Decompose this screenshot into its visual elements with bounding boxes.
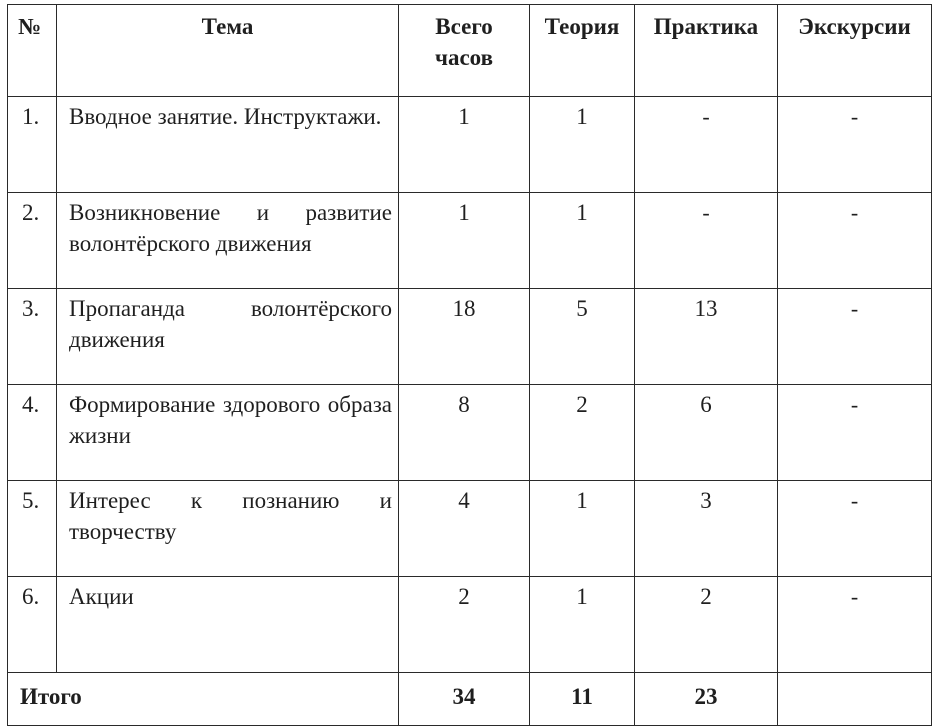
row-total-hours: 4 xyxy=(399,481,530,577)
row-theory: 2 xyxy=(530,385,635,481)
row-theory: 1 xyxy=(530,193,635,289)
row-topic: Интерес к познанию и творчеству xyxy=(57,481,399,577)
header-row xyxy=(8,5,932,97)
row-theory: 1 xyxy=(530,97,635,193)
table-row xyxy=(8,385,932,481)
row-number: 6. xyxy=(8,577,57,673)
row-excursions: - xyxy=(778,481,932,577)
table-row xyxy=(8,289,932,385)
row-topic: Акции xyxy=(57,577,399,673)
table-row xyxy=(8,481,932,577)
table-row xyxy=(8,577,932,673)
header-total-hours-line1: Всего xyxy=(435,14,493,39)
row-practice: 2 xyxy=(635,577,778,673)
header-number: № xyxy=(8,5,57,97)
curriculum-table xyxy=(7,4,932,726)
row-practice: 6 xyxy=(635,385,778,481)
row-topic: Пропаганда волонтёрского движения xyxy=(57,289,399,385)
row-topic: Формирование здорового образа жизни xyxy=(57,385,399,481)
header-total-hours-line2: часов xyxy=(434,45,494,70)
row-excursions: - xyxy=(778,193,932,289)
row-topic: Вводное занятие. Инструктажи. xyxy=(57,97,399,193)
header-topic: Тема xyxy=(57,5,399,97)
row-number: 3. xyxy=(8,289,57,385)
row-excursions: - xyxy=(778,385,932,481)
row-theory: 1 xyxy=(530,481,635,577)
row-number: 4. xyxy=(8,385,57,481)
row-practice: 13 xyxy=(635,289,778,385)
header-practice: Практика xyxy=(635,5,778,97)
row-number: 5. xyxy=(8,481,57,577)
table-row xyxy=(8,97,932,193)
row-excursions: - xyxy=(778,577,932,673)
row-practice: 3 xyxy=(635,481,778,577)
totals-row xyxy=(8,673,932,726)
row-excursions: - xyxy=(778,289,932,385)
row-number: 1. xyxy=(8,97,57,193)
row-total-hours: 2 xyxy=(399,577,530,673)
totals-practice: 23 xyxy=(635,673,778,726)
row-theory: 1 xyxy=(530,577,635,673)
row-total-hours: 8 xyxy=(399,385,530,481)
row-practice: - xyxy=(635,97,778,193)
row-topic: Возникновение и развитие волонтёрского движения xyxy=(57,193,399,289)
totals-excursions xyxy=(778,673,932,726)
totals-theory: 11 xyxy=(530,673,635,726)
row-total-hours: 18 xyxy=(399,289,530,385)
header-total-hours xyxy=(399,5,530,97)
totals-total-hours: 34 xyxy=(399,673,530,726)
table-row xyxy=(8,193,932,289)
row-practice: - xyxy=(635,193,778,289)
totals-label: Итого xyxy=(8,673,399,726)
row-excursions: - xyxy=(778,97,932,193)
header-theory: Теория xyxy=(530,5,635,97)
row-total-hours: 1 xyxy=(399,193,530,289)
row-number: 2. xyxy=(8,193,57,289)
row-theory: 5 xyxy=(530,289,635,385)
header-excursions: Экскурсии xyxy=(778,5,932,97)
row-total-hours: 1 xyxy=(399,97,530,193)
